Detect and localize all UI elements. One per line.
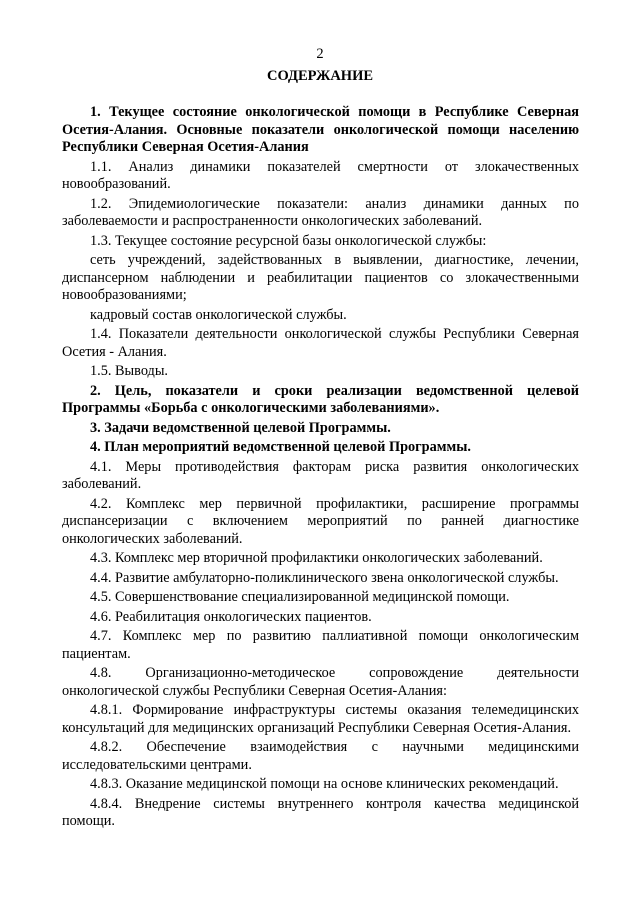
toc-item: 1. Текущее состояние онкологической помощи в Республике Северная Осетия-Алания. Основные показатели онкологической помощи населению Республики Северная Осетия-Алания bbox=[62, 104, 579, 155]
toc-item: 3. Задачи ведомственной целевой Программы. bbox=[90, 419, 391, 436]
table-of-contents bbox=[62, 104, 579, 833]
toc-item: 4.8.4. Внедрение системы внутреннего контроля качества медицинской помощи. bbox=[62, 795, 579, 829]
page-title: СОДЕРЖАНИЕ bbox=[266, 68, 374, 84]
toc-item: 2. Цель, показатели и сроки реализации ведомственной целевой Программы «Борьба с онкологическими заболеваниями». bbox=[62, 382, 579, 416]
toc-item: 4.8. Организационно-методическое сопровождение деятельности онкологической службы Республики Северная Осетия-Алания: bbox=[62, 665, 579, 699]
toc-item: 1.4. Показатели деятельности онкологической службы Республики Северная Осетия - Алания. bbox=[62, 326, 579, 360]
toc-item: сеть учреждений, задействованных в выявлении, диагностике, лечении, диспансерном наблюдении и реабилитации пациентов со злокачественными новообразованиями; bbox=[62, 252, 579, 303]
toc-item: 4.3. Комплекс мер вторичной профилактики онкологических заболеваний. bbox=[90, 550, 543, 566]
toc-item: 1.1. Анализ динамики показателей смертности от злокачественных новообразований. bbox=[62, 158, 579, 192]
toc-item: 4.8.1. Формирование инфраструктуры системы оказания телемедицинских консультаций для медицинских организаций Республики Северная Осетия-Алания. bbox=[62, 702, 579, 736]
page-number: 2 bbox=[316, 46, 324, 62]
toc-item: 1.3. Текущее состояние ресурсной базы онкологической службы: bbox=[90, 232, 487, 249]
toc-item: 1.5. Выводы. bbox=[90, 363, 169, 379]
toc-item: 4. План мероприятий ведомственной целевой Программы. bbox=[90, 439, 471, 455]
toc-item: 4.1. Меры противодействия факторам риска развития онкологических заболеваний. bbox=[62, 458, 579, 492]
toc-item: 4.8.3. Оказание медицинской помощи на основе клинических рекомендаций. bbox=[90, 776, 559, 792]
toc-item: 4.4. Развитие амбулаторно-поликлинического звена онкологической службы. bbox=[90, 569, 559, 586]
toc-item: 4.7. Комплекс мер по развитию паллиативной помощи онкологическим пациентам. bbox=[62, 628, 579, 662]
toc-item: 4.8.2. Обеспечение взаимодействия с научными медицинскими исследовательскими центрами. bbox=[62, 739, 579, 773]
toc-item: 4.6. Реабилитация онкологических пациентов. bbox=[90, 608, 372, 625]
toc-item: 4.2. Комплекс мер первичной профилактики, расширение программы диспансеризации с включением мероприятий по ранней диагностике онкологических заболеваний. bbox=[62, 495, 579, 547]
toc-item: 4.5. Совершенствование специализированной медицинской помощи. bbox=[90, 589, 510, 605]
toc-item: 1.2. Эпидемиологические показатели: анализ динамики данных по заболеваемости и распространенности онкологических заболеваний. bbox=[62, 195, 579, 229]
toc-item: кадровый состав онкологической службы. bbox=[90, 306, 347, 323]
